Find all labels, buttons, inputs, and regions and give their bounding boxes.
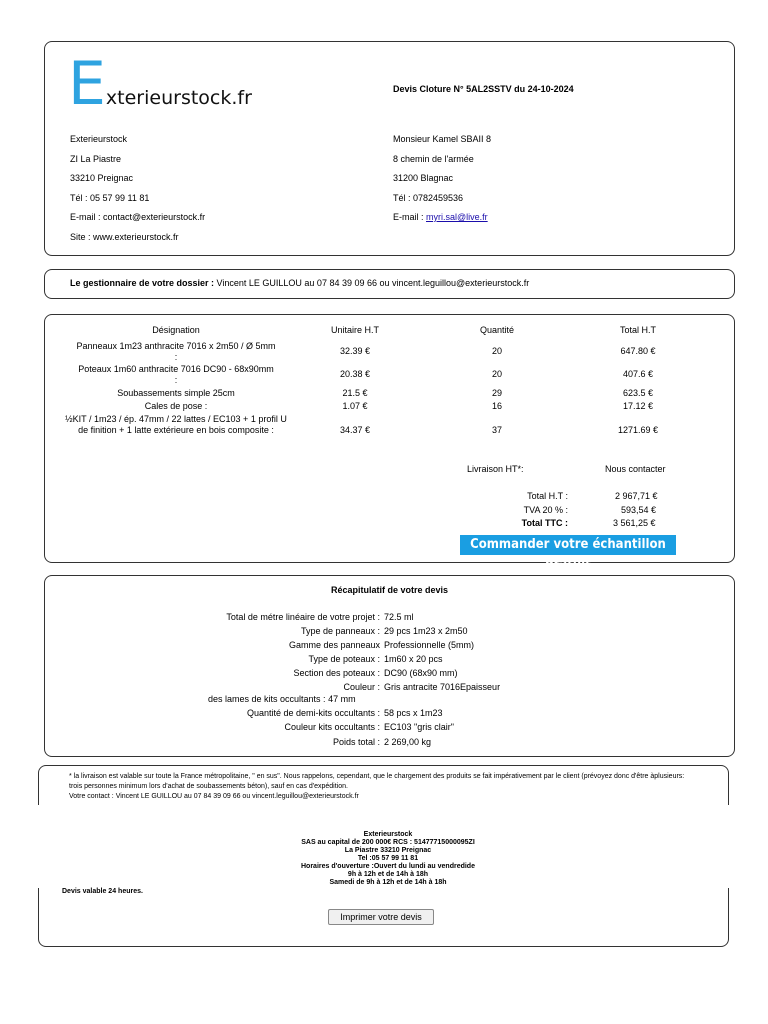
recap-label: Section des poteaux : [293,668,380,678]
item-designation: Cales de pose : [144,401,208,411]
item-unit: 34.37 € [339,425,371,435]
col-header-unit: Unitaire H.T [330,325,379,335]
item-unit: 1.07 € [342,401,368,411]
item-unit: 32.39 € [339,346,371,356]
recap-label [208,694,356,704]
col-header-total: Total H.T [619,325,656,335]
item-total: 407.6 € [622,369,654,379]
item-total: 647.80 € [620,346,656,356]
col-header-qty: Quantité [479,325,515,335]
client-address2: 31200 Blagnac [393,173,454,183]
logo [68,49,252,119]
seller-name: Exterieurstock [70,134,128,144]
recap-title: Récapitulatif de votre devis [330,585,449,595]
footer-hours-weekdays: 9h à 12h et de 14h à 18h [347,871,429,878]
client-address1: 8 chemin de l'armée [393,154,474,164]
seller-email: E-mail : contact@exterieurstock.fr [70,212,206,222]
recap-label: Quantité de demi-kits occultants : [246,708,380,718]
logo-initial: E [68,49,106,119]
item-designation: ½KIT / 1m23 / ép. 47mm / 22 lattes / EC103 + 1 profil U de finition + 1 latte extérieure en bois composite : [65,414,287,435]
total-ttc-label: Total TTC : [521,518,568,528]
recap-value: Professionnelle (5mm) [384,640,475,650]
recap-label: Total de métre linéaire de votre projet : [226,612,380,622]
manager-text: Vincent LE GUILLOU au 07 84 39 09 66 ou vincent.leguillou@exterieurstock.fr [214,278,530,288]
footer-address: La Piastre 33210 Preignac [344,847,432,854]
recap-value: 29 pcs 1m23 x 2m50 [384,626,468,636]
tva-value: 593,54 € [621,505,657,515]
client-name: Monsieur Kamel SBAII 8 [393,134,492,144]
client-email-link[interactable]: myri.sal@live.fr [426,212,488,222]
seller-phone: Tél : 05 57 99 11 81 [70,193,150,203]
footer-hours-saturday: Samedi de 9h à 12h et de 14h à 18h [329,879,447,886]
print-quote-button[interactable]: Imprimer votre devis [328,909,434,925]
item-qty: 20 [491,346,502,356]
recap-value: 47 mm [328,694,356,704]
quote-title: Devis Cloture N° 5AL2SSTV du 24-10-2024 [393,84,574,94]
total-ttc-value: 3 561,25 € [613,518,656,528]
footer-phone: Tel :05 57 99 11 81 [357,855,419,862]
item-total: 623.5 € [622,388,654,398]
delivery-value: Nous contacter [605,464,666,474]
footer-company: Exterieurstock [363,831,413,838]
item-unit: 20.38 € [339,369,371,379]
footer-company-legal: SAS au capital de 200 000€ RCS : 51477715000095ZI [301,839,475,846]
recap-value: 1m60 x 20 pcs [384,654,443,664]
recap-label: Couleur : [343,682,380,692]
logo-text: xterieurstock.fr [105,87,252,109]
item-designation: Poteaux 1m60 anthracite 7016 DC90 - 68x90mm : [78,364,274,385]
total-ht-label: Total H.T : [527,491,568,501]
item-designation: Panneaux 1m23 anthracite 7016 x 2m50 / Ø 5mm : [76,341,276,362]
recap-label: Type de poteaux : [308,654,380,664]
delivery-label: Livraison HT*: [467,464,524,474]
item-unit: 21.5 € [342,388,368,398]
delivery-note-cont: trois personnes minimum lors d'achat de soubassements béton), sauf en cas d'expédition. [69,783,348,790]
recap-label: Type de panneaux : [300,626,380,636]
recap-label: Gamme des panneaux [288,640,380,650]
seller-address1: ZI La Piastre [70,154,122,164]
item-qty: 16 [491,401,502,411]
recap-value: 58 pcs x 1m23 [384,708,443,718]
recap-label: Couleur kits occultants : [284,722,380,732]
recap-value: DC90 (68x90 mm) [384,668,458,678]
client-email-label: E-mail : [393,212,427,222]
item-qty: 37 [491,425,502,435]
recap-value: EC103 "gris clair" [384,722,454,732]
contact-note: Votre contact : Vincent LE GUILLOU au 07 84 39 09 66 ou vincent.leguillou@exterieurstock.fr [69,793,359,800]
item-qty: 20 [491,369,502,379]
item-qty: 29 [491,388,502,398]
validity-note: Devis valable 24 heures. [62,888,143,895]
recap-label-text: des lames de kits occultants : [208,694,326,704]
col-header-designation: Désignation [152,325,200,335]
recap-value: 2 269,00 kg [384,737,432,747]
seller-address2: 33210 Preignac [70,173,134,183]
tva-label: TVA 20 % : [523,505,568,515]
item-total: 17.12 € [622,401,654,411]
delivery-note: * la livraison est valable sur toute la France métropolitaine, " en sus". Nous rappelons, cependant, que le chargement des produits se fait impérativement par le client (prévoyez donc d'être àplusieurs: [69,773,685,780]
seller-site: Site : www.exterieurstock.fr [70,232,179,242]
client-email-row [393,212,488,222]
item-designation: Soubassements simple 25cm [117,388,235,398]
client-phone: Tél : 0782459536 [393,193,464,203]
total-ht-value: 2 967,71 € [615,491,658,501]
recap-value: 72.5 ml [384,612,414,622]
manager-label: Le gestionnaire de votre dossier : [70,278,215,288]
recap-value: Gris antracite 7016Epaisseur [384,682,501,692]
footer-hours: Horaires d'ouverture :Ouvert du lundi au vendredide [301,863,475,870]
order-sample-button[interactable]: Commander votre échantillon gratuit [460,535,676,555]
item-total: 1271.69 € [617,425,659,435]
recap-label: Poids total : [332,737,380,747]
manager-line [70,278,529,288]
